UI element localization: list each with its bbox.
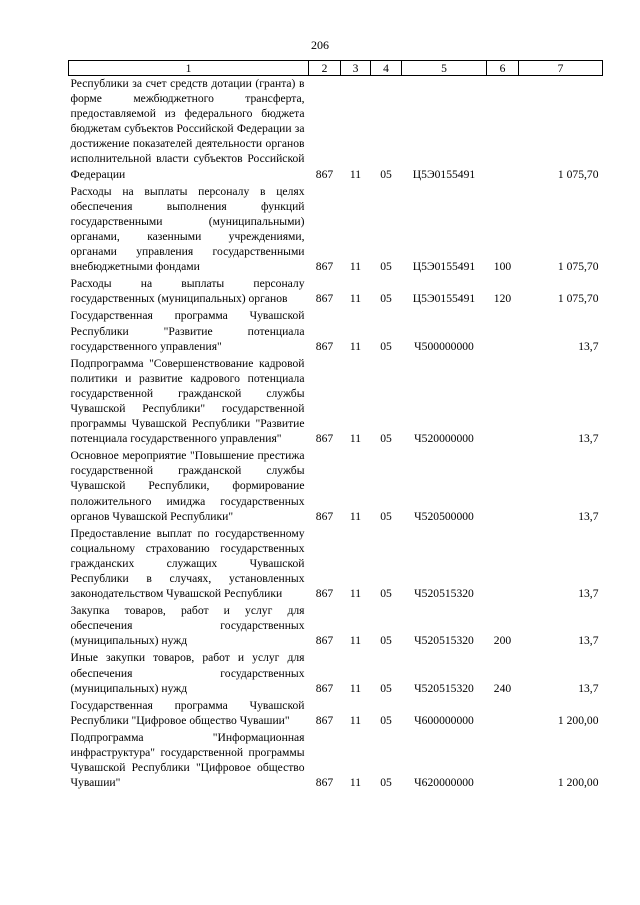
budget-table: [68, 60, 603, 792]
table-row: [69, 603, 603, 650]
amount-cell: 13,7: [578, 339, 599, 353]
amount-cell: 1 200,00: [557, 713, 599, 727]
expense-type-cell: [487, 308, 519, 355]
amount-cell: 13,7: [578, 587, 599, 601]
amount-cell: 13,7: [578, 509, 599, 523]
section-code-cell: 11: [349, 776, 362, 790]
row-name-cell: Предоставление выплат по государственному социальному страхованию государственных гражданских служащих Чувашской Республики в случаях, установленных законодательством Чувашской Республики: [70, 526, 305, 601]
expense-type-cell: [487, 76, 519, 184]
ministry-code-cell: 867: [315, 634, 334, 648]
target-article-cell: Ц5Э0155491: [412, 260, 476, 274]
subsection-code-cell: 05: [380, 167, 392, 181]
target-article-cell: Ч520515320: [414, 681, 474, 695]
column-header: 1: [69, 61, 309, 76]
target-article-cell: Ч500000000: [414, 339, 474, 353]
table-row: [69, 276, 603, 308]
table-row: [69, 698, 603, 730]
ministry-code-cell: 867: [315, 167, 334, 181]
table-row: [69, 184, 603, 277]
target-article-cell: Ч520000000: [414, 432, 474, 446]
ministry-code-cell: 867: [315, 339, 334, 353]
row-name-cell: Закупка товаров, работ и услуг для обеспечения государственных (муниципальных) нужд: [70, 604, 305, 648]
expense-type-cell: [487, 448, 519, 525]
row-name-cell: Иные закупки товаров, работ и услуг для обеспечения государственных (муниципальных) нужд: [70, 651, 305, 695]
table-row: [69, 526, 603, 603]
column-header: 2: [309, 61, 341, 76]
column-header: 4: [371, 61, 402, 76]
ministry-code-cell: 867: [315, 776, 334, 790]
amount-cell: 1 200,00: [557, 776, 599, 790]
table-header-row: [69, 61, 603, 76]
row-name-cell: Подпрограмма "Информационная инфраструктура" государственной программы Чувашской Республики "Цифровое общество Чувашии": [70, 730, 305, 790]
table-row: [69, 448, 603, 525]
subsection-code-cell: 05: [380, 634, 392, 648]
section-code-cell: 11: [349, 634, 362, 648]
amount-cell: 13,7: [578, 681, 599, 695]
amount-cell: 13,7: [578, 432, 599, 446]
ministry-code-cell: 867: [315, 509, 334, 523]
target-article-cell: Ч520515320: [414, 634, 474, 648]
table-row: [69, 730, 603, 792]
expense-type-cell: [487, 698, 519, 730]
section-code-cell: 11: [349, 681, 362, 695]
ministry-code-cell: 867: [315, 292, 334, 306]
expense-type-cell: [487, 730, 519, 792]
target-article-cell: Ч600000000: [414, 713, 474, 727]
amount-cell: 13,7: [578, 634, 599, 648]
subsection-code-cell: 05: [380, 292, 392, 306]
row-name-cell: Подпрограмма "Совершенствование кадровой политики и развитие кадрового потенциала государственной гражданской службы Чувашской Республики" государственной программы Чувашской Республики "Развитие потенциала государственного управления": [70, 356, 305, 446]
subsection-code-cell: 05: [380, 681, 392, 695]
ministry-code-cell: 867: [315, 260, 334, 274]
row-name-cell: Республики за счет средств дотации (гранта) в форме межбюджетного трансферта, предоставляемой из федерального бюджета бюджетам субъектов Российской Федерации за достижение показателей деятельности органов исполнительной власти субъектов Российской Федерации: [70, 77, 305, 181]
expense-type-cell: 120: [493, 292, 512, 306]
row-name-cell: Государственная программа Чувашской Республики "Развитие потенциала государственного управления": [70, 309, 305, 353]
subsection-code-cell: 05: [380, 509, 392, 523]
target-article-cell: Ч520500000: [414, 509, 474, 523]
expense-type-cell: [487, 356, 519, 449]
amount-cell: 1 075,70: [557, 292, 599, 306]
subsection-code-cell: 05: [380, 776, 392, 790]
row-name-cell: Государственная программа Чувашской Республики "Цифровое общество Чувашии": [70, 698, 305, 727]
page-number: 206: [311, 38, 329, 52]
section-code-cell: 11: [349, 509, 362, 523]
ministry-code-cell: 867: [315, 432, 334, 446]
table-row: [69, 650, 603, 697]
table-row: [69, 76, 603, 184]
expense-type-cell: 240: [493, 681, 512, 695]
target-article-cell: Ч620000000: [414, 776, 474, 790]
section-code-cell: 11: [349, 432, 362, 446]
subsection-code-cell: 05: [380, 432, 392, 446]
target-article-cell: Ч520515320: [414, 587, 474, 601]
section-code-cell: 11: [349, 713, 362, 727]
column-header: 6: [487, 61, 519, 76]
section-code-cell: 11: [349, 292, 362, 306]
subsection-code-cell: 05: [380, 339, 392, 353]
subsection-code-cell: 05: [380, 260, 392, 274]
amount-cell: 1 075,70: [557, 167, 599, 181]
subsection-code-cell: 05: [380, 713, 392, 727]
amount-cell: 1 075,70: [557, 260, 599, 274]
subsection-code-cell: 05: [380, 587, 392, 601]
expense-type-cell: 100: [493, 260, 512, 274]
row-name-cell: Расходы на выплаты персоналу государственных (муниципальных) органов: [70, 277, 305, 306]
column-header: 5: [402, 61, 487, 76]
section-code-cell: 11: [349, 260, 362, 274]
target-article-cell: Ц5Э0155491: [412, 292, 476, 306]
ministry-code-cell: 867: [315, 713, 334, 727]
expense-type-cell: [487, 526, 519, 603]
table-row: [69, 356, 603, 449]
column-header: 7: [519, 61, 603, 76]
column-header: 3: [341, 61, 371, 76]
row-name-cell: Расходы на выплаты персоналу в целях обеспечения выполнения функций государственными (муниципальными) органами, казенными учреждениями, органами управления государственными внебюджетными фондами: [70, 184, 305, 274]
row-name-cell: Основное мероприятие "Повышение престижа государственной гражданской службы Чувашской Республики, формирование положительного имиджа государственных органов Чувашской Республики": [70, 449, 305, 523]
ministry-code-cell: 867: [315, 587, 334, 601]
target-article-cell: Ц5Э0155491: [412, 167, 476, 181]
expense-type-cell: 200: [493, 634, 512, 648]
section-code-cell: 11: [349, 587, 362, 601]
table-row: [69, 308, 603, 355]
section-code-cell: 11: [349, 167, 362, 181]
ministry-code-cell: 867: [315, 681, 334, 695]
section-code-cell: 11: [349, 339, 362, 353]
